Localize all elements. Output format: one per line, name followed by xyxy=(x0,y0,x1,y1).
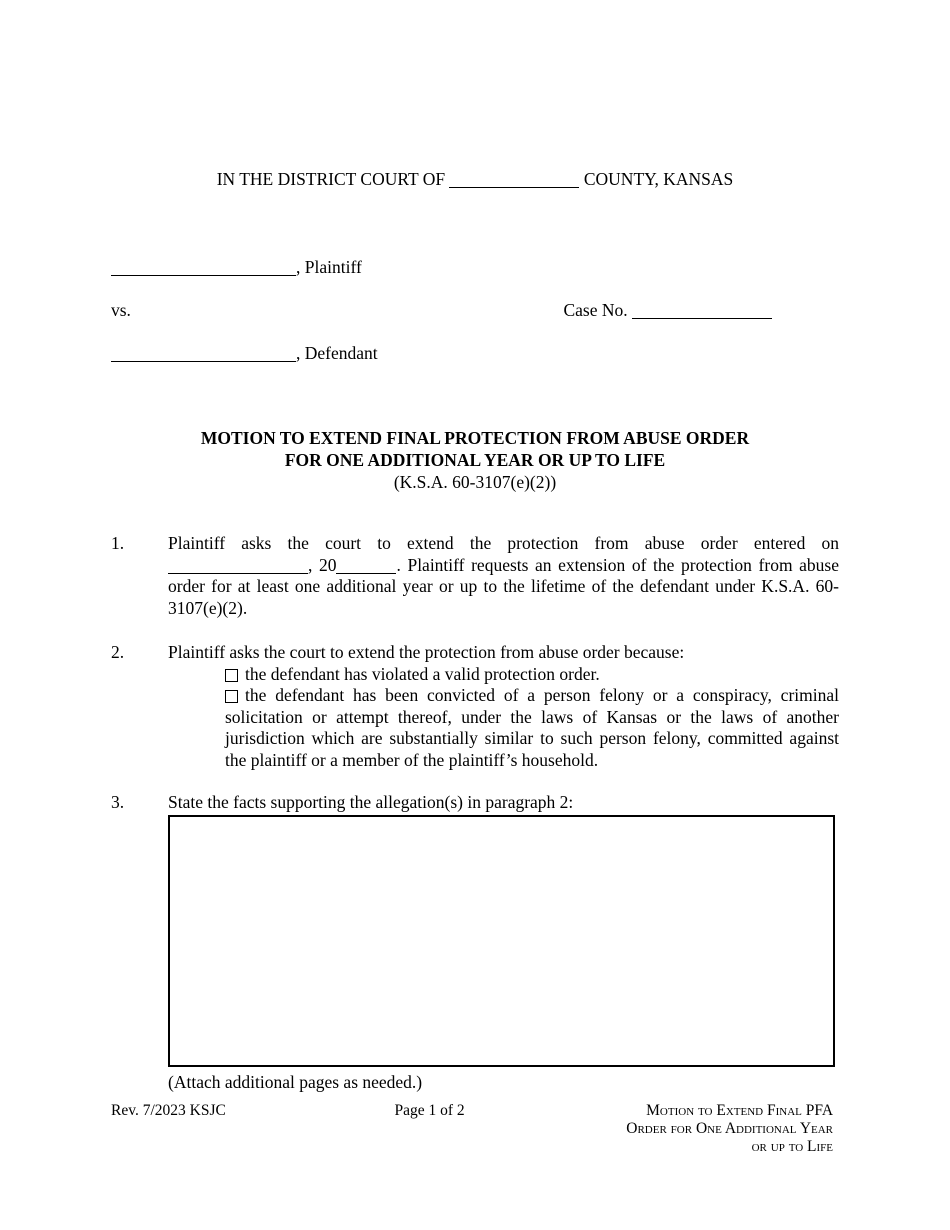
case-number-group xyxy=(563,299,772,321)
revision-stamp: Rev. 7/2023 KSJC xyxy=(111,1102,226,1119)
vs-case-row xyxy=(111,299,839,321)
paragraph-3-body xyxy=(168,792,839,1093)
paragraph-2-lead: Plaintiff asks the court to extend the protection from abuse order because: xyxy=(168,642,685,662)
paragraph-3-lead: State the facts supporting the allegation(s) in paragraph 2: xyxy=(168,792,574,812)
defendant-label: , Defendant xyxy=(296,343,378,363)
statute-reference: (K.S.A. 60-3107(e)(2)) xyxy=(393,472,557,492)
order-date-blank[interactable] xyxy=(168,559,308,574)
paragraph-1-body xyxy=(168,533,839,619)
footer-form-title-line1: Motion to Extend Final PFA xyxy=(646,1102,834,1119)
court-header-suffix: COUNTY, KANSAS xyxy=(583,169,734,189)
paragraph-2-body xyxy=(168,642,839,771)
paragraph-1-text-after-year: . Plaintiff requests an extension of the protection from abuse order for at least one additional year or up to the lifetime of the defendant under K.S.A. 60-3107(e)(2). xyxy=(168,554,839,618)
paragraph-3 xyxy=(111,792,839,1093)
footer-form-title xyxy=(536,1102,833,1156)
case-no-blank[interactable] xyxy=(632,304,772,319)
court-header xyxy=(111,168,839,190)
page-number: Page 1 of 2 xyxy=(394,1102,465,1119)
defendant-name-blank[interactable] xyxy=(111,347,296,362)
paragraph-2-number: 2. xyxy=(111,642,125,662)
case-no-label: Case No. xyxy=(563,300,628,320)
facts-textbox[interactable] xyxy=(168,815,835,1067)
plaintiff-caption-line xyxy=(111,256,839,278)
footer-form-title-line2: Order for One Additional Year xyxy=(626,1120,834,1137)
violated-order-label: the defendant has violated a valid protection order. xyxy=(245,663,600,684)
county-blank[interactable] xyxy=(449,173,579,188)
document-title-line2: FOR ONE ADDITIONAL YEAR OR UP TO LIFE xyxy=(284,450,666,470)
option-person-felony xyxy=(225,685,839,771)
attach-note: (Attach additional pages as needed.) xyxy=(168,1071,423,1092)
footer-form-title-line3: or up to Life xyxy=(751,1138,834,1155)
paragraph-3-number: 3. xyxy=(111,792,125,812)
paragraph-1-text-comma-20: , 20 xyxy=(308,554,337,575)
vs-label: vs. xyxy=(111,300,131,320)
order-year-blank[interactable] xyxy=(336,559,396,574)
person-felony-label: the defendant has been convicted of a person felony or a conspiracy, criminal solicitation or attempt thereof, under the laws of Kansas or the laws of another jurisdiction which are substantially similar to such person felony, committed against the plaintiff or a member of the plaintiff’s household. xyxy=(225,685,839,770)
plaintiff-label: , Plaintiff xyxy=(296,257,362,277)
document-title xyxy=(111,427,839,493)
defendant-caption-line xyxy=(111,342,839,364)
court-header-prefix: IN THE DISTRICT COURT OF xyxy=(216,169,446,189)
person-felony-checkbox[interactable] xyxy=(225,690,238,703)
document-title-line1: MOTION TO EXTEND FINAL PROTECTION FROM ABUSE ORDER xyxy=(200,428,750,448)
violated-order-checkbox[interactable] xyxy=(225,669,238,682)
plaintiff-name-blank[interactable] xyxy=(111,261,296,276)
paragraph-1-number: 1. xyxy=(111,533,125,553)
page-footer xyxy=(111,1102,839,1156)
option-violated-order xyxy=(225,664,839,686)
paragraph-1-text-before-date: Plaintiff asks the court to extend the protection from abuse order entered on xyxy=(168,533,839,553)
paragraph-1 xyxy=(111,533,839,619)
paragraph-2 xyxy=(111,642,839,771)
